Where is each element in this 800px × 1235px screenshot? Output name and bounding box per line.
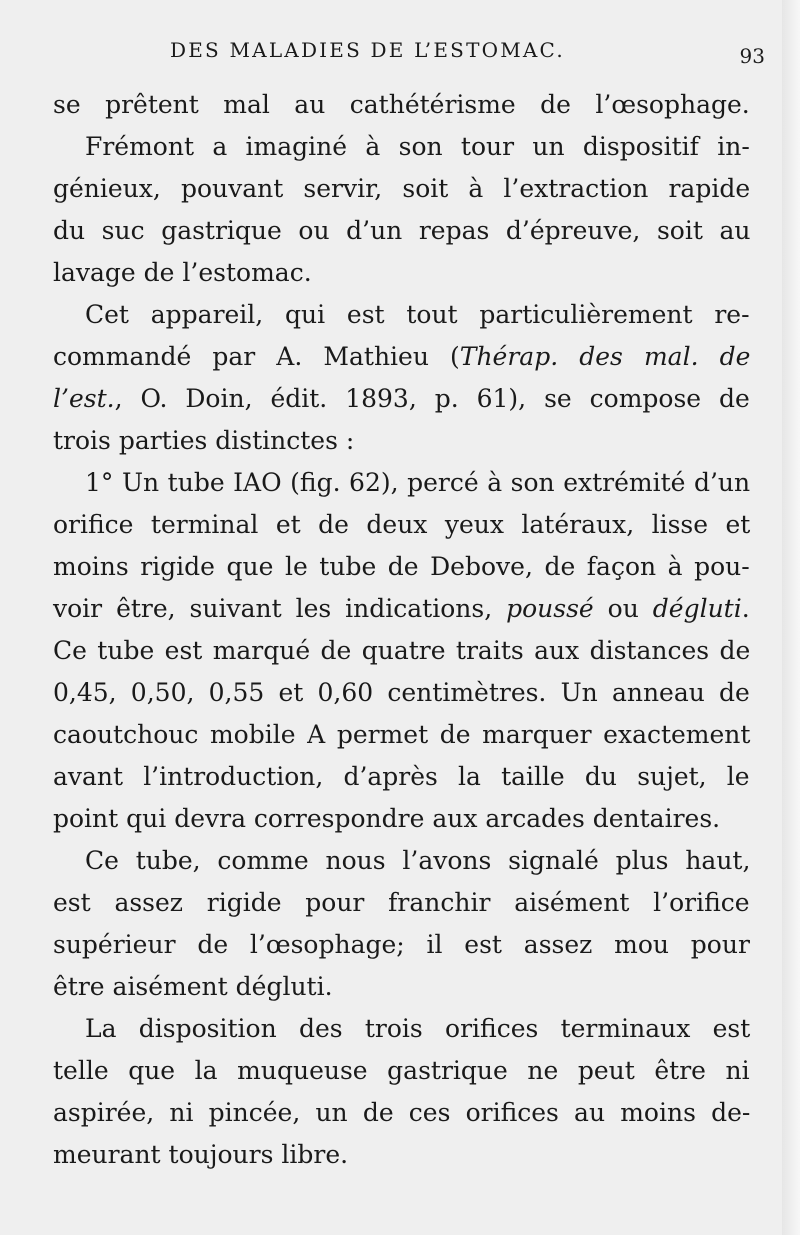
text-line	[53, 924, 750, 966]
line-text	[53, 588, 750, 630]
text-line	[53, 672, 750, 714]
line-text-segment: , O. Doin, édit. 1893, p. 61), se compose de	[114, 384, 750, 413]
text-line	[53, 546, 750, 588]
text-line	[53, 378, 750, 420]
line-text: 1° Un tube IAO (fig. 62), percé à son extrémité d’un	[85, 468, 751, 497]
line-text: orifice terminal et de deux yeux latéraux, lisse et	[53, 510, 751, 539]
text-line	[53, 714, 750, 756]
running-title: DES MALADIES DE L’ESTOMAC.	[170, 38, 565, 62]
text-line	[53, 294, 750, 336]
line-text: Ce tube est marqué de quatre traits aux distances de	[53, 636, 751, 665]
text-line	[53, 630, 750, 672]
italic-word: poussé	[506, 594, 594, 623]
text-line	[53, 168, 750, 210]
text-line	[53, 588, 750, 630]
book-title-italic: l’est.	[53, 384, 115, 413]
text-line	[53, 504, 750, 546]
page-edge-shadow	[782, 0, 800, 1235]
line-text: La disposition des trois orifices terminaux est	[85, 1014, 751, 1043]
body-text	[53, 84, 750, 1176]
line-text	[53, 336, 750, 378]
line-text: aspirée, ni pincée, un de ces orifices au moins de-	[53, 1098, 751, 1127]
line-text: telle que la muqueuse gastrique ne peut être ni	[53, 1056, 750, 1085]
line-text: être aisément dégluti.	[53, 972, 333, 1001]
italic-word: dégluti	[652, 594, 742, 623]
text-line	[53, 1134, 750, 1176]
line-text: meurant toujours libre.	[53, 1140, 349, 1169]
line-text	[53, 378, 750, 420]
text-line	[53, 84, 750, 126]
line-text: se prêtent mal au cathétérisme de l’œsophage.	[53, 90, 750, 119]
text-line	[53, 252, 750, 294]
line-text: Cet appareil, qui est tout particulièrement re-	[85, 300, 750, 329]
line-text-segment: voir être, suivant les indications,	[53, 594, 507, 623]
text-line	[53, 336, 750, 378]
page-header	[170, 38, 765, 78]
line-text: 0,45, 0,50, 0,55 et 0,60 centimètres. Un anneau de	[53, 678, 750, 707]
text-line	[53, 462, 750, 504]
line-text: avant l’introduction, d’après la taille du sujet, le	[53, 762, 750, 791]
text-line	[53, 210, 750, 252]
text-line	[53, 882, 750, 924]
line-text-segment: commandé par A. Mathieu (	[53, 342, 460, 371]
line-text: lavage de l’estomac.	[53, 258, 312, 287]
text-line	[53, 1008, 750, 1050]
text-line	[53, 1050, 750, 1092]
line-text: caoutchouc mobile A permet de marquer exactement	[53, 720, 751, 749]
text-line	[53, 1092, 750, 1134]
page-number: 93	[739, 44, 765, 68]
line-text-segment: .	[741, 594, 750, 623]
line-text: supérieur de l’œsophage; il est assez mou pour	[53, 930, 750, 959]
line-text: Frémont a imaginé à son tour un dispositif in-	[85, 132, 750, 161]
line-text: point qui devra correspondre aux arcades dentaires.	[53, 804, 721, 833]
text-line	[53, 966, 750, 1008]
text-line	[53, 420, 750, 462]
line-text: moins rigide que le tube de Debove, de façon à pou-	[53, 552, 750, 581]
book-title-italic: Thérap. des mal. de	[459, 342, 751, 371]
text-line	[53, 756, 750, 798]
text-line	[53, 840, 750, 882]
line-text-segment: ou	[593, 594, 653, 623]
line-text: Ce tube, comme nous l’avons signalé plus haut,	[85, 846, 751, 875]
text-line	[53, 126, 750, 168]
line-text: du suc gastrique ou d’un repas d’épreuve, soit au	[53, 216, 751, 245]
line-text: trois parties distinctes :	[53, 426, 355, 455]
line-text: est assez rigide pour franchir aisément l’orifice	[53, 888, 750, 917]
text-line	[53, 798, 750, 840]
line-text: génieux, pouvant servir, soit à l’extraction rapide	[53, 174, 751, 203]
